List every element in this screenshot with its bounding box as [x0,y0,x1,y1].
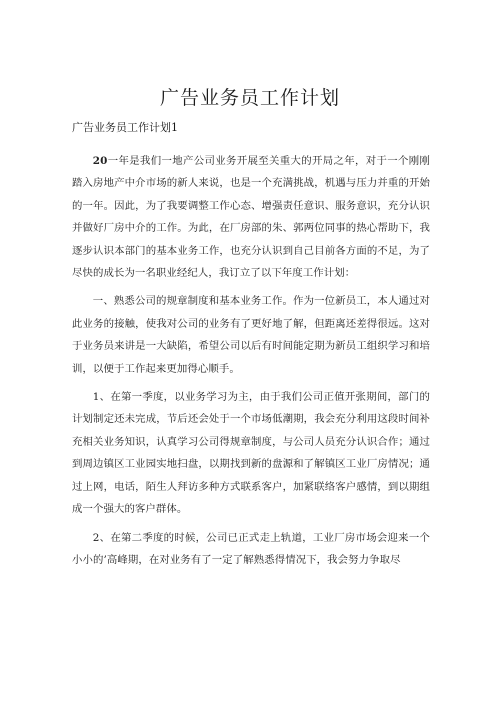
paragraph-quarter-two [72,527,430,572]
paragraph-section-one-text: 一、熟悉公司的规章制度和基本业务工作。作为一位新员工，本人通过对此业务的接触，使我对公司的业务有了更好地了解，但距离还差得很远。这对于业务员来讲是一大缺陷，希望公司以后有时间能定期为新员工组织学习和培训，以便于工作起来更加得心顺手。 [72,295,430,375]
paragraph-quarter-one-text: 1、在第一季度，以业务学习为主，由于我们公司正值开张期间，部门的计划制定还未完成，节后还会处于一个市场低潮期，我会充分利用这段时间补充相关业务知识，认真学习公司得规章制度，与公司人员充分认识合作；通过到周边镇区工业园实地扫盘，以期找到新的盘源和了解镇区工业厂房情况；通过上网，电话，陌生人拜访多种方式联系客户，加紧联络客户感情，到以期组成一个强大的客户群体。 [72,391,430,516]
paragraph-intro-text: 一年是我们一地产公司业务开展至关重大的开局之年，对于一个刚刚踏入房地产中介市场的新人来说，也是一个充满挑战，机遇与压力并重的开始的一年。因此，为了我要调整工作心态、增强责任意识、服务意识，充分认识并做好厂房中介的工作。为此，在厂房部的朱、郭两位同事的热心帮助下，我逐步认识本部门的基本业务工作，也充分认识到自己目前各方面的不足，为了尽快的成长为一名职业经纪人，我订立了以下年度工作计划： [72,155,430,280]
document-subtitle: 广告业务员工作计划1 [72,121,178,134]
paragraph-intro-lead: 20 [92,155,108,167]
paragraph-intro [72,150,430,284]
paragraph-quarter-two-text: 2、在第二季度的时候，公司已正式走上轨道，工业厂房市场会迎来一个小小的’高峰期，在对业务有了一定了解熟悉得情况下，我会努力争取尽 [72,531,430,566]
document-body [72,150,430,577]
paragraph-quarter-one [72,386,430,520]
paragraph-section-one [72,290,430,380]
document-title: 广告业务员工作计划 [159,87,340,109]
